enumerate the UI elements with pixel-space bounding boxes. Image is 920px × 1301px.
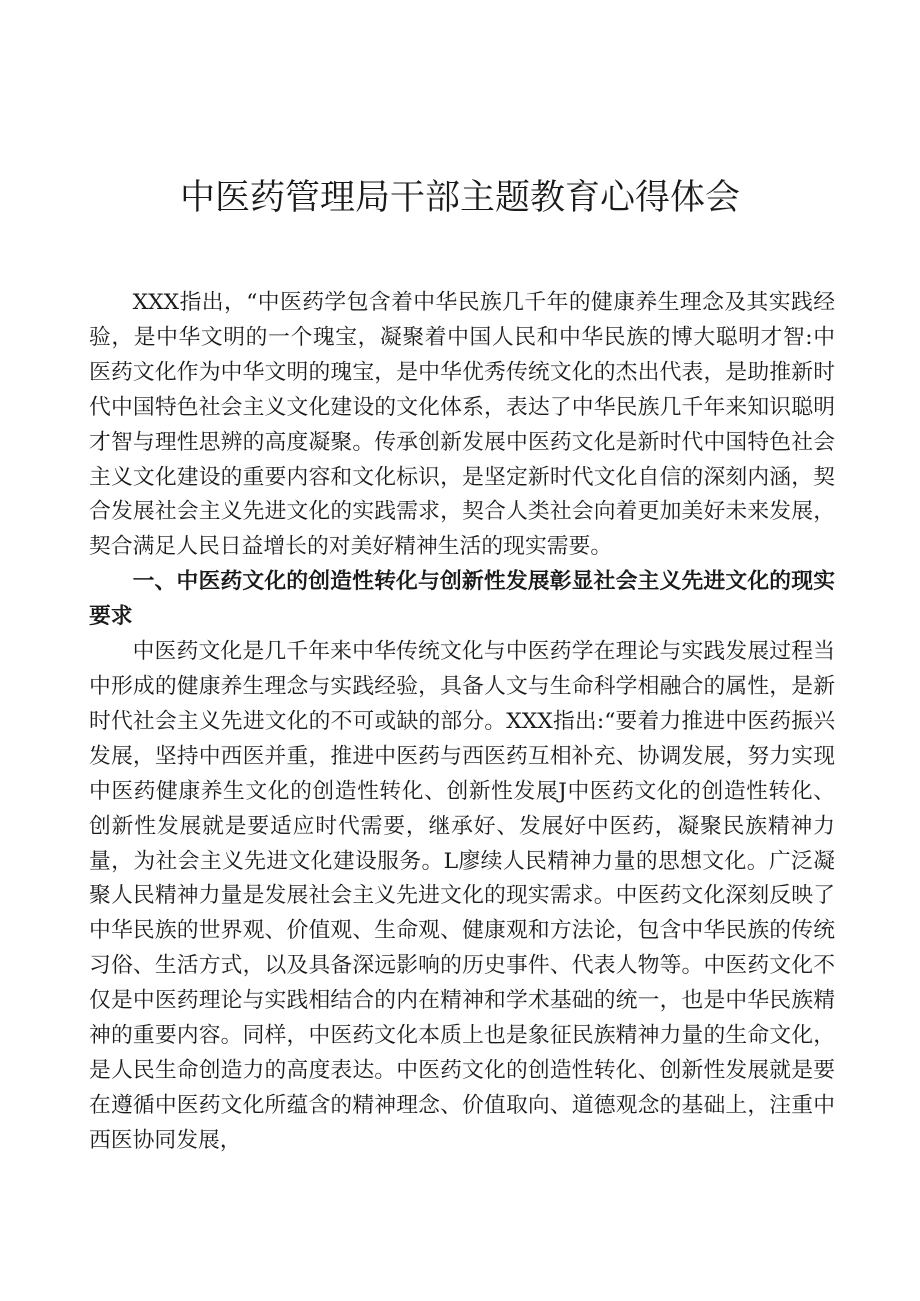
document-body [89, 286, 835, 1159]
paragraph-section-1: 中医药文化是几千年来中华传统文化与中医药学在理论与实践发展过程当中形成的健康养生理念与实践经验，具备人文与生命科学相融合的属性，是新时代社会主义先进文化的不可或缺的部分。XXX指出:“要着力推进中医药振兴发展，坚持中西医并重，推进中医药与西医药互相补充、协调发展，努力实现中医药健康养生文化的创造性转化、创新性发展J中医药文化的创造性转化、创新性发展就是要适应时代需要，继承好、发展好中医药，凝聚民族精神力量，为社会主义先进文化建设服务。L廖续人民精神力量的思想文化。广泛凝聚人民精神力量是发展社会主义先进文化的现实需求。中医药文化深刻反映了中华民族的世界观、价值观、生命观、健康观和方法论，包含中华民族的传统习俗、生活方式，以及具备深远影响的历史事件、代表人物等。中医药文化不仅是中医药理论与实践相结合的内在精神和学术基础的统一，也是中华民族精神的重要内容。同样，中医药文化本质上也是象征民族精神力量的生命文化，是人民生命创造力的高度表达。中医药文化的创造性转化、创新性发展就是要在遵循中医药文化所蕴含的精神理念、价值取向、道德观念的基础上，注重中西医协同发展， [89, 639, 835, 1153]
paragraph-intro: XXX指出，“中医药学包含着中华民族几千年的健康养生理念及其实践经验，是中华文明的一个瑰宝，凝聚着中国人民和中华民族的博大聪明才智:中医药文化作为中华文明的瑰宝，是中华优秀传统文化的杰出代表，是助推新时代中国特色社会主义文化建设的文化体系，表达了中华民族几千年来知识聪明才智与理性思辨的高度凝聚。传承创新发展中医药文化是新时代中国特色社会主义文化建设的重要内容和文化标识，是坚定新时代文化自信的深刻内涵，契合发展社会主义先进文化的实践需求，契合人类社会向着更加美好未来发展，契合满足人民日益增长的对美好精神生活的现实需要。 [89, 290, 835, 560]
document-title: 中医药管理局干部主题教育心得体会 [179, 178, 740, 218]
section-heading: 一、中医药文化的创造性转化与创新性发展彰显社会主义先进文化的现实要求 [89, 569, 835, 630]
